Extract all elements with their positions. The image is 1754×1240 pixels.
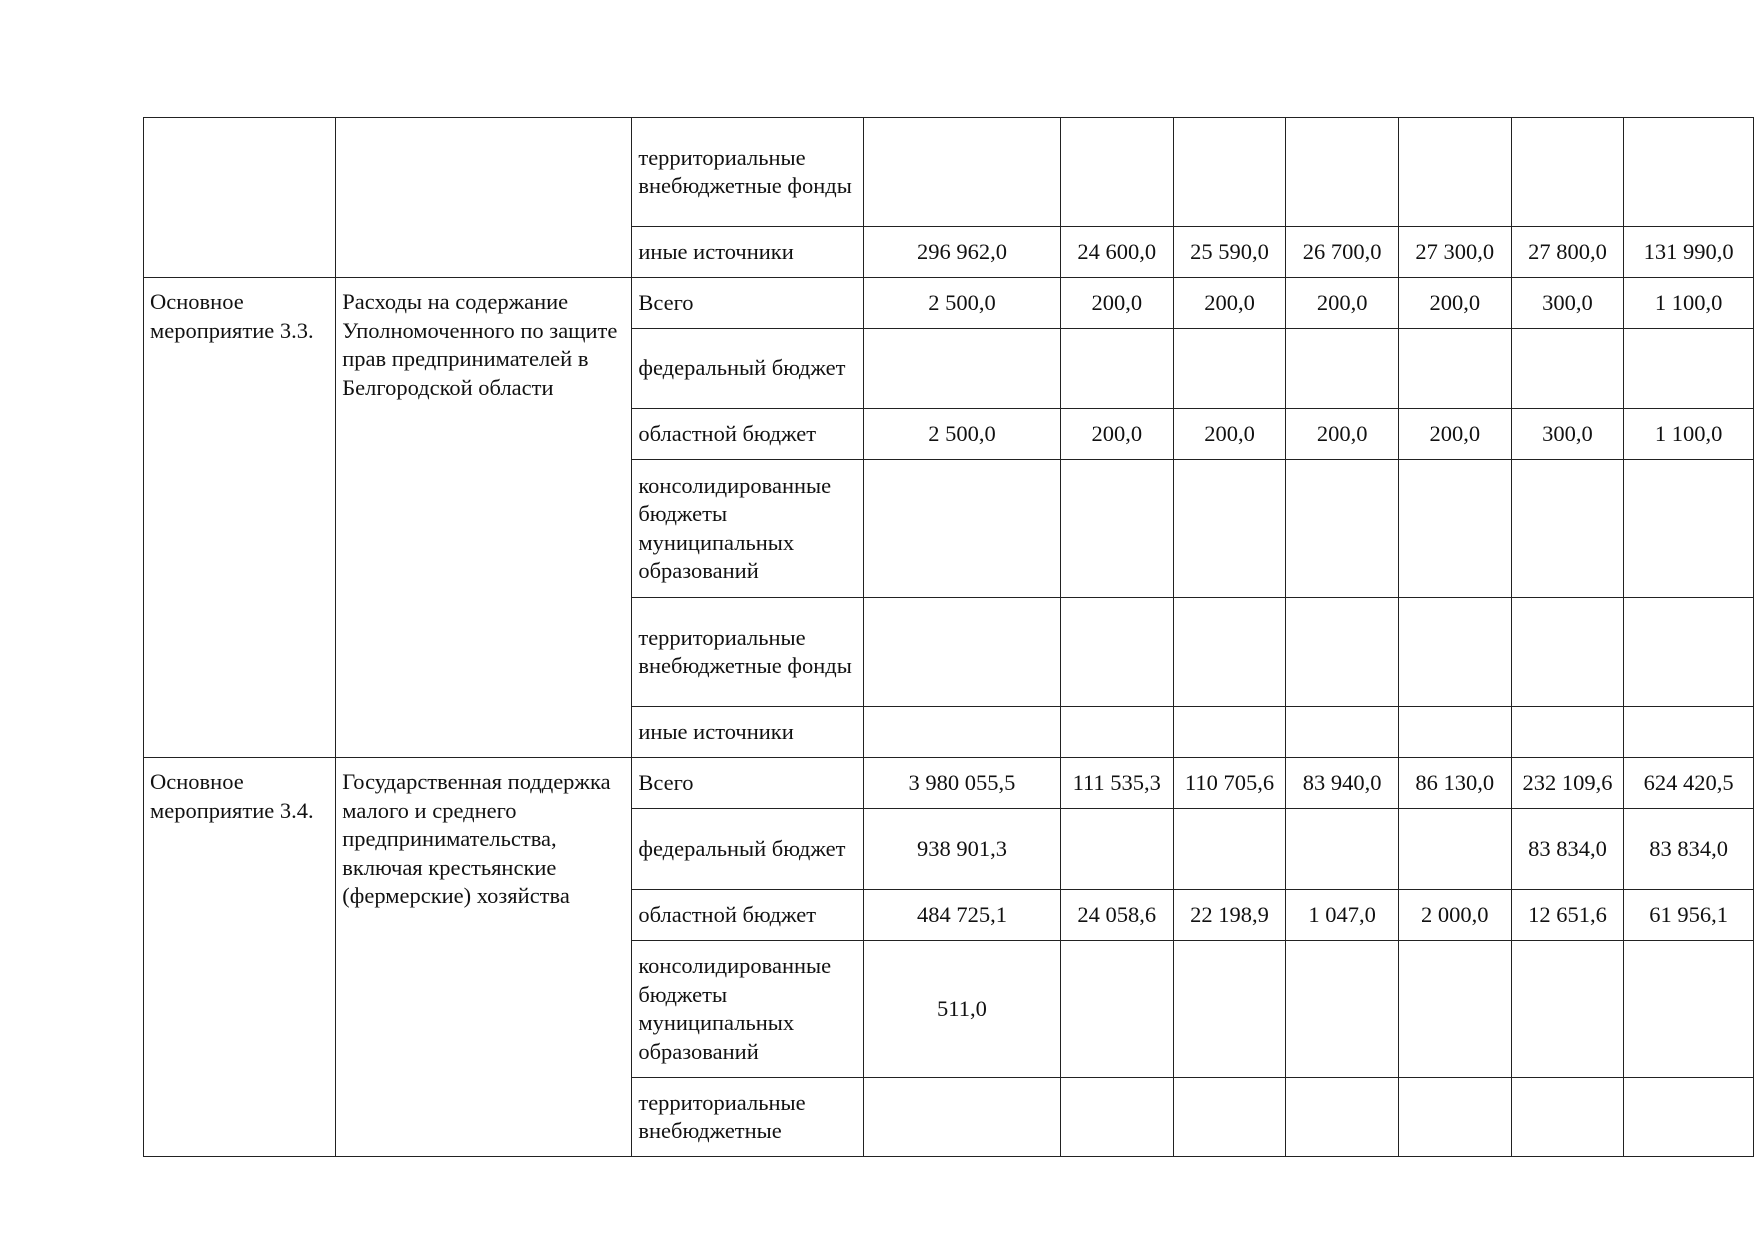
measure-code-cell (144, 118, 336, 278)
value-cell: 131 990,0 (1624, 227, 1754, 278)
value-cell (1398, 941, 1511, 1078)
funding-source-cell: областной бюджет (632, 409, 864, 460)
value-cell (1511, 1078, 1624, 1157)
total-value-cell: 2 500,0 (864, 278, 1061, 329)
funding-source-cell: территориальные внебюджетные фонды (632, 118, 864, 227)
value-cell: 12 651,6 (1511, 890, 1624, 941)
funding-source-cell: иные источники (632, 707, 864, 758)
value-cell: 200,0 (1173, 409, 1286, 460)
value-cell (1286, 460, 1399, 598)
value-cell (1286, 941, 1399, 1078)
total-value-cell (864, 460, 1061, 598)
measure-name-cell (336, 118, 632, 278)
value-cell: 300,0 (1511, 409, 1624, 460)
value-cell: 61 956,1 (1624, 890, 1754, 941)
total-value-cell: 484 725,1 (864, 890, 1061, 941)
value-cell (1286, 329, 1399, 409)
value-cell: 200,0 (1286, 278, 1399, 329)
value-cell (1398, 460, 1511, 598)
value-cell: 232 109,6 (1511, 758, 1624, 809)
value-cell (1173, 809, 1286, 890)
value-cell (1060, 941, 1173, 1078)
value-cell: 200,0 (1060, 278, 1173, 329)
funding-source-cell: областной бюджет (632, 890, 864, 941)
value-cell (1624, 598, 1754, 707)
funding-source-cell: Всего (632, 278, 864, 329)
total-value-cell (864, 1078, 1061, 1157)
measure-code-cell: Основное мероприятие 3.4. (144, 758, 336, 1157)
value-cell (1173, 118, 1286, 227)
value-cell: 83 834,0 (1624, 809, 1754, 890)
funding-source-cell: консолидированные бюджеты муниципальных образований (632, 460, 864, 598)
value-cell (1060, 1078, 1173, 1157)
funding-source-cell: территориальные внебюджетные (632, 1078, 864, 1157)
value-cell (1173, 707, 1286, 758)
value-cell: 200,0 (1398, 409, 1511, 460)
value-cell (1173, 1078, 1286, 1157)
value-cell (1624, 329, 1754, 409)
value-cell (1398, 329, 1511, 409)
value-cell (1624, 707, 1754, 758)
value-cell (1511, 460, 1624, 598)
value-cell: 26 700,0 (1286, 227, 1399, 278)
total-value-cell (864, 118, 1061, 227)
total-value-cell: 296 962,0 (864, 227, 1061, 278)
total-value-cell (864, 707, 1061, 758)
value-cell (1286, 1078, 1399, 1157)
value-cell (1511, 329, 1624, 409)
value-cell: 24 600,0 (1060, 227, 1173, 278)
value-cell (1398, 809, 1511, 890)
funding-source-cell: иные источники (632, 227, 864, 278)
value-cell: 1 047,0 (1286, 890, 1399, 941)
value-cell (1398, 1078, 1511, 1157)
value-cell: 27 300,0 (1398, 227, 1511, 278)
value-cell: 200,0 (1398, 278, 1511, 329)
value-cell (1286, 809, 1399, 890)
value-cell: 110 705,6 (1173, 758, 1286, 809)
total-value-cell (864, 598, 1061, 707)
value-cell: 200,0 (1060, 409, 1173, 460)
value-cell (1173, 460, 1286, 598)
measure-name-cell: Государственная поддержка малого и среднего предпринимательства, включая крестьянские (фермерские) хозяйства (336, 758, 632, 1157)
value-cell: 624 420,5 (1624, 758, 1754, 809)
budget-table (143, 117, 1754, 1157)
value-cell (1286, 707, 1399, 758)
funding-source-cell: Всего (632, 758, 864, 809)
value-cell: 200,0 (1286, 409, 1399, 460)
value-cell (1398, 598, 1511, 707)
value-cell: 1 100,0 (1624, 278, 1754, 329)
funding-source-cell: федеральный бюджет (632, 809, 864, 890)
total-value-cell: 938 901,3 (864, 809, 1061, 890)
value-cell: 111 535,3 (1060, 758, 1173, 809)
value-cell (1624, 1078, 1754, 1157)
value-cell: 83 834,0 (1511, 809, 1624, 890)
measure-name-cell: Расходы на содержание Уполномоченного по защите прав предпринимателей в Белгородской области (336, 278, 632, 758)
value-cell: 27 800,0 (1511, 227, 1624, 278)
table-row (144, 278, 1754, 329)
value-cell (1624, 941, 1754, 1078)
value-cell: 200,0 (1173, 278, 1286, 329)
value-cell (1398, 118, 1511, 227)
funding-source-cell: территориальные внебюджетные фонды (632, 598, 864, 707)
value-cell (1624, 118, 1754, 227)
total-value-cell: 3 980 055,5 (864, 758, 1061, 809)
value-cell: 1 100,0 (1624, 409, 1754, 460)
value-cell (1060, 118, 1173, 227)
table-row (144, 118, 1754, 227)
value-cell (1511, 118, 1624, 227)
value-cell (1511, 707, 1624, 758)
funding-source-cell: консолидированные бюджеты муниципальных образований (632, 941, 864, 1078)
value-cell (1060, 707, 1173, 758)
value-cell (1060, 460, 1173, 598)
value-cell (1060, 809, 1173, 890)
value-cell (1060, 598, 1173, 707)
total-value-cell: 511,0 (864, 941, 1061, 1078)
value-cell: 22 198,9 (1173, 890, 1286, 941)
table-row (144, 758, 1754, 809)
value-cell (1398, 707, 1511, 758)
value-cell (1511, 941, 1624, 1078)
value-cell (1624, 460, 1754, 598)
value-cell: 300,0 (1511, 278, 1624, 329)
value-cell (1173, 941, 1286, 1078)
value-cell (1173, 329, 1286, 409)
funding-source-cell: федеральный бюджет (632, 329, 864, 409)
value-cell (1173, 598, 1286, 707)
total-value-cell: 2 500,0 (864, 409, 1061, 460)
value-cell: 24 058,6 (1060, 890, 1173, 941)
value-cell (1511, 598, 1624, 707)
total-value-cell (864, 329, 1061, 409)
value-cell (1286, 598, 1399, 707)
value-cell: 83 940,0 (1286, 758, 1399, 809)
value-cell: 25 590,0 (1173, 227, 1286, 278)
value-cell: 86 130,0 (1398, 758, 1511, 809)
measure-code-cell: Основное мероприятие 3.3. (144, 278, 336, 758)
value-cell (1060, 329, 1173, 409)
value-cell (1286, 118, 1399, 227)
value-cell: 2 000,0 (1398, 890, 1511, 941)
